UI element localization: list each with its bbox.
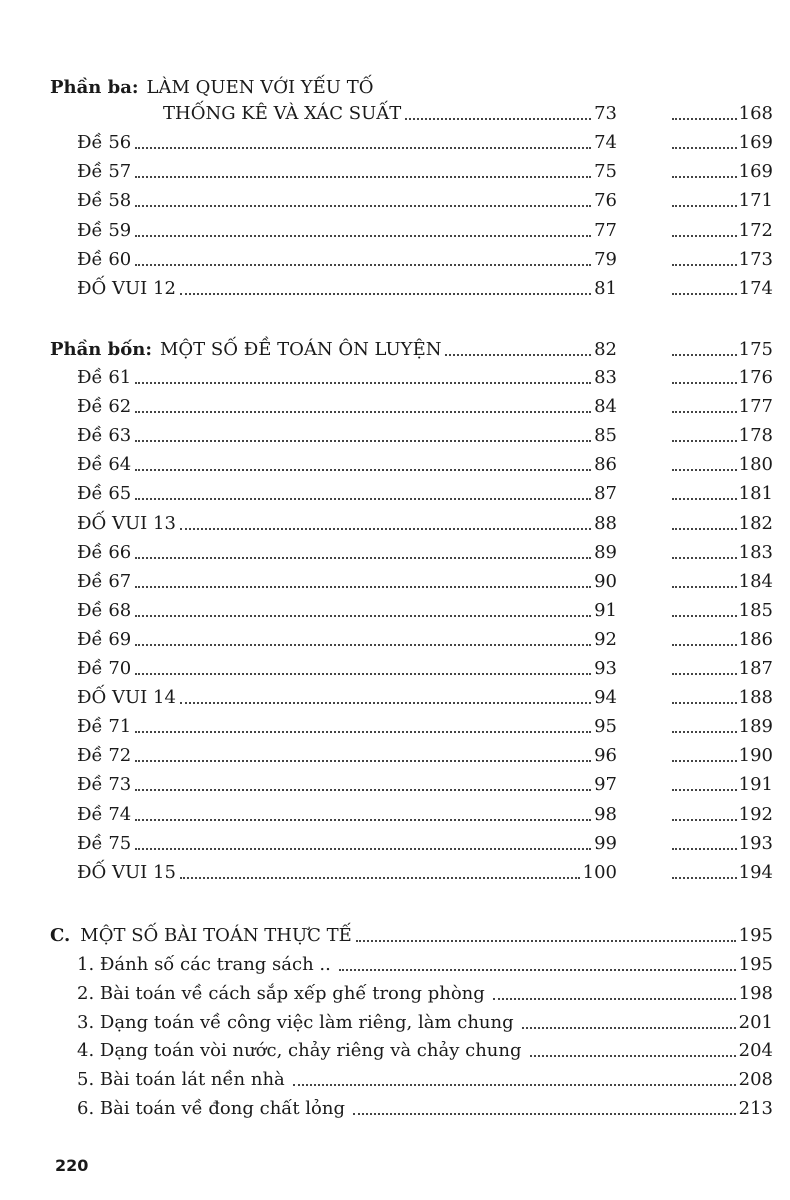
practical-item xyxy=(0,1009,790,1037)
answer-dot-leader xyxy=(672,411,737,413)
part4-answer-page: 175 xyxy=(738,339,773,360)
entry-title: Đề 57 xyxy=(77,161,132,183)
answer-dot-leader xyxy=(672,528,737,530)
entry-page: 88 xyxy=(594,512,617,534)
practical-item xyxy=(0,1037,790,1065)
entry-title: Đề 58 xyxy=(77,190,132,212)
entry-page: 91 xyxy=(594,599,617,621)
answer-dot-leader xyxy=(672,877,737,879)
entry-answer-page: 177 xyxy=(738,396,773,418)
entry-title: Đề 65 xyxy=(77,483,132,505)
entry-answer-page: 180 xyxy=(738,454,773,476)
dot-leader xyxy=(405,118,591,120)
part4-label: Phần bốn: xyxy=(50,339,152,360)
entry-page: 76 xyxy=(594,190,617,212)
entry-answer-page: 191 xyxy=(738,774,773,796)
entry-title: Đề 69 xyxy=(77,628,132,650)
practical-item xyxy=(0,1095,790,1123)
entry-page: 99 xyxy=(594,832,617,854)
entry-title: Đề 66 xyxy=(77,541,132,563)
answer-dot-leader xyxy=(672,760,737,762)
part3-heading-line2 xyxy=(0,100,790,128)
entry-page: 81 xyxy=(594,278,617,299)
dot-leader xyxy=(135,205,591,207)
part3-label: Phần ba: xyxy=(50,77,139,98)
entry-answer-page: 169 xyxy=(738,132,773,153)
entry-page: 90 xyxy=(594,570,617,592)
entry-page: 77 xyxy=(594,219,617,241)
toc-item xyxy=(0,684,790,712)
entry-answer-page: 192 xyxy=(738,803,773,825)
toc-item xyxy=(0,510,790,538)
dot-leader xyxy=(135,644,591,646)
entry-answer-page: 188 xyxy=(738,687,773,709)
dot-leader xyxy=(135,411,591,413)
part3-heading xyxy=(0,74,790,102)
entry-answer-page: 183 xyxy=(738,541,773,563)
answer-dot-leader xyxy=(672,644,737,646)
part4-title: MỘT SỐ ĐỀ TOÁN ÔN LUYỆN xyxy=(159,339,442,360)
dot-leader xyxy=(135,469,591,471)
dot-leader xyxy=(135,147,591,149)
answer-dot-leader xyxy=(672,615,737,617)
toc-item xyxy=(0,217,790,245)
entry-answer-page: 176 xyxy=(738,367,773,388)
dot-leader xyxy=(339,969,736,971)
answer-dot-leader xyxy=(672,789,737,791)
dot-leader xyxy=(135,382,591,384)
entry-answer-page: 181 xyxy=(738,483,773,505)
entry-title: Đề 64 xyxy=(77,454,132,476)
practical-item xyxy=(0,1066,790,1094)
entry-title: 6. Bài toán về đong chất lỏng xyxy=(77,1098,345,1119)
dot-leader xyxy=(522,1027,736,1029)
entry-answer-page: 171 xyxy=(738,190,773,212)
entry-title: Đề 61 xyxy=(77,367,132,388)
dot-leader xyxy=(135,615,591,617)
dot-leader xyxy=(135,673,591,675)
entry-page: 208 xyxy=(738,1069,773,1091)
answer-dot-leader xyxy=(672,586,737,588)
entry-title: Đề 72 xyxy=(77,745,132,767)
entry-answer-page: 174 xyxy=(738,278,773,299)
entry-title: Đề 70 xyxy=(77,658,132,679)
dot-leader xyxy=(135,731,591,733)
entry-answer-page: 182 xyxy=(738,512,773,534)
entry-page: 97 xyxy=(594,774,617,796)
answer-dot-leader xyxy=(672,819,737,821)
entry-title: 1. Đánh số các trang sách .. xyxy=(77,954,331,975)
answer-dot-leader xyxy=(672,176,737,178)
practical-item xyxy=(0,951,790,979)
dot-leader xyxy=(135,264,591,266)
entry-page: 86 xyxy=(594,454,617,476)
answer-dot-leader xyxy=(672,118,737,120)
entry-page: 195 xyxy=(738,954,773,975)
entry-page: 89 xyxy=(594,541,617,563)
page-number: 220 xyxy=(55,1156,89,1175)
entry-page: 83 xyxy=(594,367,617,388)
toc-item xyxy=(0,422,790,450)
part3-page: 73 xyxy=(594,103,617,124)
entry-title: Đề 56 xyxy=(77,132,132,153)
toc-item xyxy=(0,830,790,858)
toc-item xyxy=(0,859,790,887)
dot-leader xyxy=(135,848,591,850)
answer-dot-leader xyxy=(672,440,737,442)
dot-leader xyxy=(135,586,591,588)
entry-answer-page: 189 xyxy=(738,716,773,738)
entry-page: 95 xyxy=(594,716,617,738)
entry-title: Đề 75 xyxy=(77,832,132,854)
entry-title: Đề 59 xyxy=(77,219,132,241)
toc-item xyxy=(0,655,790,683)
entry-title: ĐỐ VUI 14 xyxy=(77,687,176,709)
dot-leader xyxy=(135,789,591,791)
entry-answer-page: 194 xyxy=(738,861,773,883)
entry-answer-page: 186 xyxy=(738,628,773,650)
answer-dot-leader xyxy=(672,557,737,559)
toc-item xyxy=(0,158,790,186)
sectionC-title: MỘT SỐ BÀI TOÁN THỰC TẾ xyxy=(80,925,352,946)
entry-title: ĐỐ VUI 15 xyxy=(77,861,176,883)
entry-answer-page: 187 xyxy=(738,658,773,679)
entry-page: 79 xyxy=(594,248,617,270)
answer-dot-leader xyxy=(672,382,737,384)
dot-leader xyxy=(356,940,736,942)
dot-leader xyxy=(135,440,591,442)
entry-page: 74 xyxy=(594,132,617,153)
dot-leader xyxy=(180,528,591,530)
toc-item xyxy=(0,597,790,625)
entry-title: Đề 74 xyxy=(77,803,132,825)
toc-item xyxy=(0,539,790,567)
entry-title: Đề 63 xyxy=(77,425,132,447)
part4-page: 82 xyxy=(594,339,617,360)
toc-item xyxy=(0,771,790,799)
entry-title: Đề 60 xyxy=(77,248,132,270)
entry-title: 2. Bài toán về cách sắp xếp ghế trong phòng xyxy=(77,982,485,1004)
answer-dot-leader xyxy=(672,498,737,500)
part3-title-line2: THỐNG KÊ VÀ XÁC SUẤT xyxy=(163,103,402,124)
dot-leader xyxy=(293,1084,736,1086)
entry-answer-page: 178 xyxy=(738,425,773,447)
entry-answer-page: 185 xyxy=(738,599,773,621)
entry-page: 201 xyxy=(738,1011,773,1033)
entry-page: 100 xyxy=(582,861,617,883)
answer-dot-leader xyxy=(672,264,737,266)
entry-page: 213 xyxy=(738,1098,773,1119)
dot-leader xyxy=(353,1113,736,1115)
answer-dot-leader xyxy=(672,293,737,295)
toc-item xyxy=(0,801,790,829)
entry-title: ĐỐ VUI 12 xyxy=(77,278,176,299)
entry-page: 96 xyxy=(594,745,617,767)
entry-answer-page: 184 xyxy=(738,570,773,592)
toc-item xyxy=(0,742,790,770)
toc-item xyxy=(0,275,790,303)
answer-dot-leader xyxy=(672,731,737,733)
toc-item xyxy=(0,393,790,421)
dot-leader xyxy=(135,557,591,559)
toc-item xyxy=(0,480,790,508)
dot-leader xyxy=(180,702,591,704)
entry-answer-page: 172 xyxy=(738,219,773,241)
part4-heading xyxy=(0,336,790,364)
entry-title: Đề 68 xyxy=(77,599,132,621)
entry-title: ĐỐ VUI 13 xyxy=(77,512,176,534)
dot-leader xyxy=(135,760,591,762)
entry-answer-page: 190 xyxy=(738,745,773,767)
dot-leader xyxy=(135,176,591,178)
answer-dot-leader xyxy=(672,848,737,850)
part3-title-line1: LÀM QUEN VỚI YẾU TỐ xyxy=(146,77,374,98)
entry-title: Đề 71 xyxy=(77,716,132,738)
entry-answer-page: 169 xyxy=(738,161,773,183)
toc-item xyxy=(0,713,790,741)
toc-item xyxy=(0,451,790,479)
sectionC-page: 195 xyxy=(738,925,773,946)
dot-leader xyxy=(135,498,591,500)
entry-title: Đề 73 xyxy=(77,774,132,796)
entry-title: Đề 62 xyxy=(77,396,132,418)
entry-page: 75 xyxy=(594,161,617,183)
entry-answer-page: 173 xyxy=(738,248,773,270)
toc-item xyxy=(0,129,790,157)
entry-title: 4. Dạng toán vòi nước, chảy riêng và chảy chung xyxy=(77,1040,522,1062)
toc-item xyxy=(0,246,790,274)
dot-leader xyxy=(135,819,591,821)
dot-leader xyxy=(445,354,591,356)
entry-title: 3. Dạng toán về công việc làm riêng, làm chung xyxy=(77,1011,514,1033)
entry-page: 98 xyxy=(594,803,617,825)
answer-dot-leader xyxy=(672,235,737,237)
sectionC-heading xyxy=(0,922,790,950)
answer-dot-leader xyxy=(672,702,737,704)
toc-item xyxy=(0,364,790,392)
answer-dot-leader xyxy=(672,469,737,471)
entry-page: 87 xyxy=(594,483,617,505)
practical-item xyxy=(0,980,790,1008)
toc-item xyxy=(0,187,790,215)
toc-item xyxy=(0,626,790,654)
answer-dot-leader xyxy=(672,354,737,356)
answer-dot-leader xyxy=(672,673,737,675)
entry-page: 84 xyxy=(594,396,617,418)
entry-title: 5. Bài toán lát nền nhà xyxy=(77,1069,285,1091)
dot-leader xyxy=(180,877,580,879)
answer-dot-leader xyxy=(672,205,737,207)
entry-answer-page: 193 xyxy=(738,832,773,854)
dot-leader xyxy=(493,998,736,1000)
entry-page: 204 xyxy=(738,1040,773,1062)
part3-answer-page: 168 xyxy=(738,103,773,124)
sectionC-label: C. xyxy=(50,925,71,946)
dot-leader xyxy=(135,235,591,237)
dot-leader xyxy=(530,1055,736,1057)
toc-item xyxy=(0,568,790,596)
entry-page: 198 xyxy=(738,982,773,1004)
dot-leader xyxy=(180,293,591,295)
entry-page: 94 xyxy=(594,687,617,709)
entry-page: 93 xyxy=(594,658,617,679)
entry-title: Đề 67 xyxy=(77,570,132,592)
entry-page: 92 xyxy=(594,628,617,650)
entry-page: 85 xyxy=(594,425,617,447)
answer-dot-leader xyxy=(672,147,737,149)
